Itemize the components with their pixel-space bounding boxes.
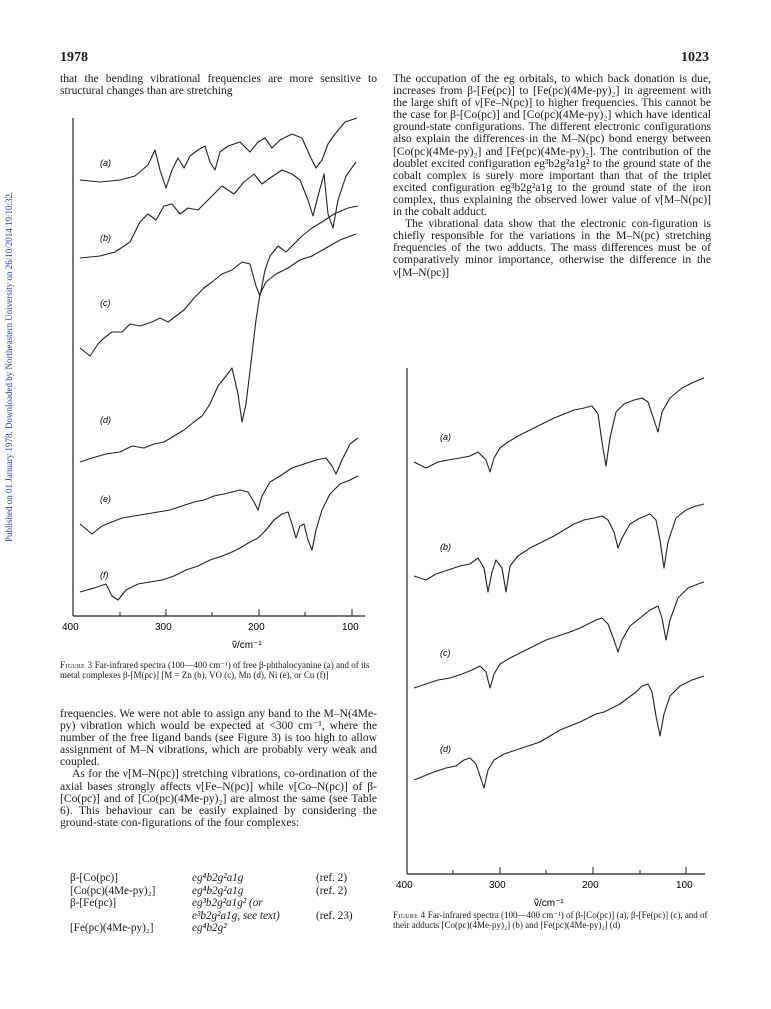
figure-3-label-c: (c) [100, 298, 111, 308]
figure-3-label-d: (d) [100, 415, 111, 425]
figure-4-ticks [407, 867, 686, 874]
table-complex-2: [Co(pc)(4Me-py)₂] [70, 884, 156, 897]
figure-4-x-label: ṽ/cm⁻¹ [534, 898, 564, 907]
figure-3-trace-e [80, 438, 358, 534]
table-complex-1: β-[Co(pc)] [70, 872, 118, 884]
left-paragraph-2: As for the ν[M–N(pc)] stretching vibrations, co-ordination of the axial bases strongly affects ν[Fe–N(pc)] while ν[Co–N(pc)] of β-[Co(pc)] and of [Co(pc)(4Me-py)₂] are almost the same (see Table 6). This behaviour can be easily explained by considering the ground-state con-figurations of the four complexes: [60, 767, 377, 829]
figure-4-label-a: (a) [440, 432, 451, 442]
right-paragraph-2: The vibrational data show that the electronic con-figuration is chiefly responsible for the variations in the M–N(pc) stretching frequencies of the two adducts. The mass differences must be of comparatively minor importance, otherwise the difference in the ν[M–N(pc)] [393, 217, 711, 279]
figure-4-label-b: (b) [440, 542, 451, 552]
left-intro-text [60, 73, 377, 97]
right-column-text [393, 73, 711, 279]
figure-3-ticks [73, 609, 352, 616]
figure-3-tick-200: 200 [248, 622, 265, 633]
figure-3-tick-100: 100 [342, 622, 359, 633]
figure-3-caption [60, 660, 378, 680]
figure-3-tick-300: 300 [155, 622, 172, 633]
figure-4-trace-c [414, 582, 704, 688]
figure-4-tick-300: 300 [489, 880, 506, 891]
figure-4-label-d: (d) [440, 744, 451, 754]
figure-4-tick-200: 200 [582, 880, 599, 891]
left-paragraph-1: frequencies. We were not able to assign any band to the M–N(4Me-py) vibration which would be expected at <300 cm⁻¹, where the number of the free ligand bands (see Figure 3) is too high to allow assignment of M–N vibrations, which are probably very weak and coupled. [60, 707, 377, 769]
table-ref-2: (ref. 2) [316, 884, 348, 897]
figure-3-trace-c [80, 206, 358, 356]
figure-4-tick-100: 100 [676, 880, 693, 891]
table-config-2: eg⁴b2g²a1g [192, 884, 244, 897]
figure-3-trace-b [80, 162, 356, 258]
figure-3-spectra [60, 110, 382, 670]
table-config-5: eg⁴b2g² [192, 922, 227, 935]
page-number: 1023 [681, 50, 709, 65]
figure-4-trace-b [414, 504, 704, 592]
figure-4-tick-400: 400 [396, 880, 413, 891]
figure-4-trace-d [414, 676, 704, 788]
table-ref-4: (ref. 23) [316, 909, 353, 922]
figure-3-label-a: (a) [100, 158, 111, 168]
figure-3-label-e: (e) [100, 494, 111, 504]
left-lower-text [60, 708, 377, 829]
table-ref-1: (ref. 2) [316, 872, 348, 884]
figure-3-caption-label: Figure 3 [60, 660, 93, 670]
figure-3-trace-a [80, 118, 357, 188]
left-intro-paragraph: that the bending vibrational frequencies are more sensitive to structural changes than are stretching [60, 72, 377, 98]
figure-3-tick-400: 400 [62, 622, 79, 633]
figure-3-trace-d [80, 234, 356, 462]
table-config-4: e³b2g²a1g, see text) [192, 909, 280, 922]
figure-4-caption-label: Figure 4 [393, 910, 426, 920]
figure-3-label-f: (f) [100, 570, 109, 580]
right-paragraph-1: The occupation of the eg orbitals, to which back donation is due, increases from β-[Fe(pc)] to [Fe(pc)(4Me-py)₂] in agreement with the large shift of ν[Fe–N(pc)] to higher frequencies. This cannot be the case for β-[Co(pc)] and [Co(pc)(4Me-py)₂] which have identical ground-state configurations. The different electronic configurations also explain the differences in the M–N(pc) bond energy between [Co(pc)(4Me-py)₂] and [Fe(pc)(4Me-py)₂]. The contribution of the doublet excited configuration eg³b2g²a1g² to the ground state of the cobalt complex is surely more important than that of the triplet excited configuration eg³b2g²a1g to the ground state of the iron complex, thus explaining the observed lower value of ν[M–N(pc)] in the cobalt adduct. [393, 72, 711, 219]
figure-3-x-label: ṽ/cm⁻¹ [232, 640, 262, 651]
figure-3-caption-text: Far-infrared spectra (100—400 cm⁻¹) of free β-phthalocyanine (a) and of its metal complexes β-[M(pc)] [M = Zn (b), VO (c), Mn (d), Ni (e), or Cu (f)] [60, 660, 370, 680]
figure-4-trace-a [414, 378, 704, 472]
table-complex-5: [Fe(pc)(4Me-py)₂] [70, 922, 154, 935]
figure-4-caption-text: Far-infrared spectra (100—400 cm⁻¹) of β-[Co(pc)] (a), β-[Fe(pc)] (c), and of their adducts [Co(pc)(4Me-py)₂] (b) and [Fe(pc)(4Me-py)₂] (d) [393, 910, 708, 930]
figure-3-label-b: (b) [100, 233, 111, 243]
journal-year: 1978 [60, 50, 88, 65]
figure-4-label-c: (c) [440, 648, 451, 658]
download-note[interactable]: Published on 01 January 1978. Downloaded by Northeastern University on 26/10/2014 19:10:32. [4, 191, 14, 542]
table-complex-3: β-[Fe(pc)] [70, 897, 117, 910]
table-config-3: eg³b2g²a1g² (or [192, 897, 263, 910]
table-config-1: eg⁴b2g²a1g [192, 872, 244, 884]
figure-4-spectra [390, 362, 720, 907]
figure-4-caption [393, 910, 711, 930]
